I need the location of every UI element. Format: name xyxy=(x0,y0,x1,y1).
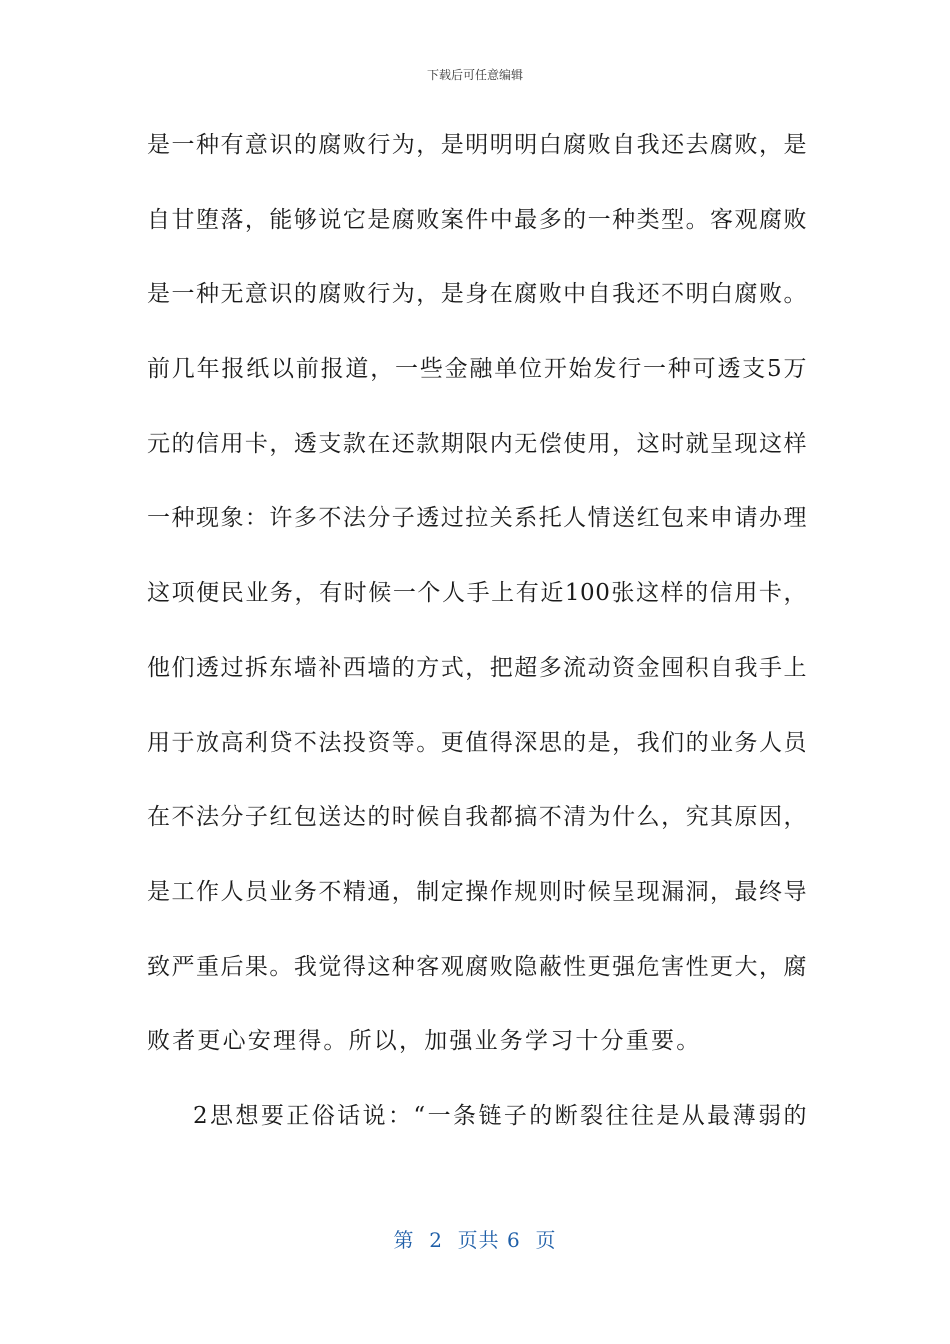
body-line-8: 他们透过拆东墙补西墙的方式，把超多流动资金囤积自我手上 xyxy=(147,654,807,681)
body-line-2: 自甘堕落，能够说它是腐败案件中最多的一种类型。客观腐败 xyxy=(147,206,807,233)
body-line-3: 是一种无意识的腐败行为，是身在腐败中自我还不明白腐败。 xyxy=(147,281,807,308)
body-line-4: 前几年报纸以前报道，一些金融单位开始发行一种可透支5万 xyxy=(147,356,807,383)
document-body xyxy=(147,122,807,1168)
body-line-14: 2思想要正俗话说：“一条链子的断裂往往是从最薄弱的 xyxy=(193,1102,807,1129)
body-line-12: 致严重后果。我觉得这种客观腐败隐蔽性更强危害性更大，腐 xyxy=(147,953,807,980)
body-line-1: 是一种有意识的腐败行为，是明明明白腐败自我还去腐败，是 xyxy=(147,132,807,158)
body-line-7: 这项便民业务，有时候一个人手上有近100张这样的信用卡， xyxy=(147,580,807,607)
body-line-11: 是工作人员业务不精通，制定操作规则时候呈现漏洞，最终导 xyxy=(147,878,807,905)
body-line-10: 在不法分子红包送达的时候自我都搞不清为什么，究其原因， xyxy=(147,804,807,831)
body-line-6: 一种现象：许多不法分子透过拉关系托人情送红包来申请办理 xyxy=(147,505,807,532)
page-number-footer: 第 2 页共 6 页 xyxy=(393,1228,557,1252)
body-line-5: 元的信用卡，透支款在还款期限内无偿使用，这时就呈现这样 xyxy=(147,430,807,457)
page-header: 下载后可任意编辑 xyxy=(426,68,523,82)
body-line-13: 败者更心安理得。所以，加强业务学习十分重要。 xyxy=(147,1028,702,1055)
body-line-9: 用于放高利贷不法投资等。更值得深思的是，我们的业务人员 xyxy=(147,729,807,756)
